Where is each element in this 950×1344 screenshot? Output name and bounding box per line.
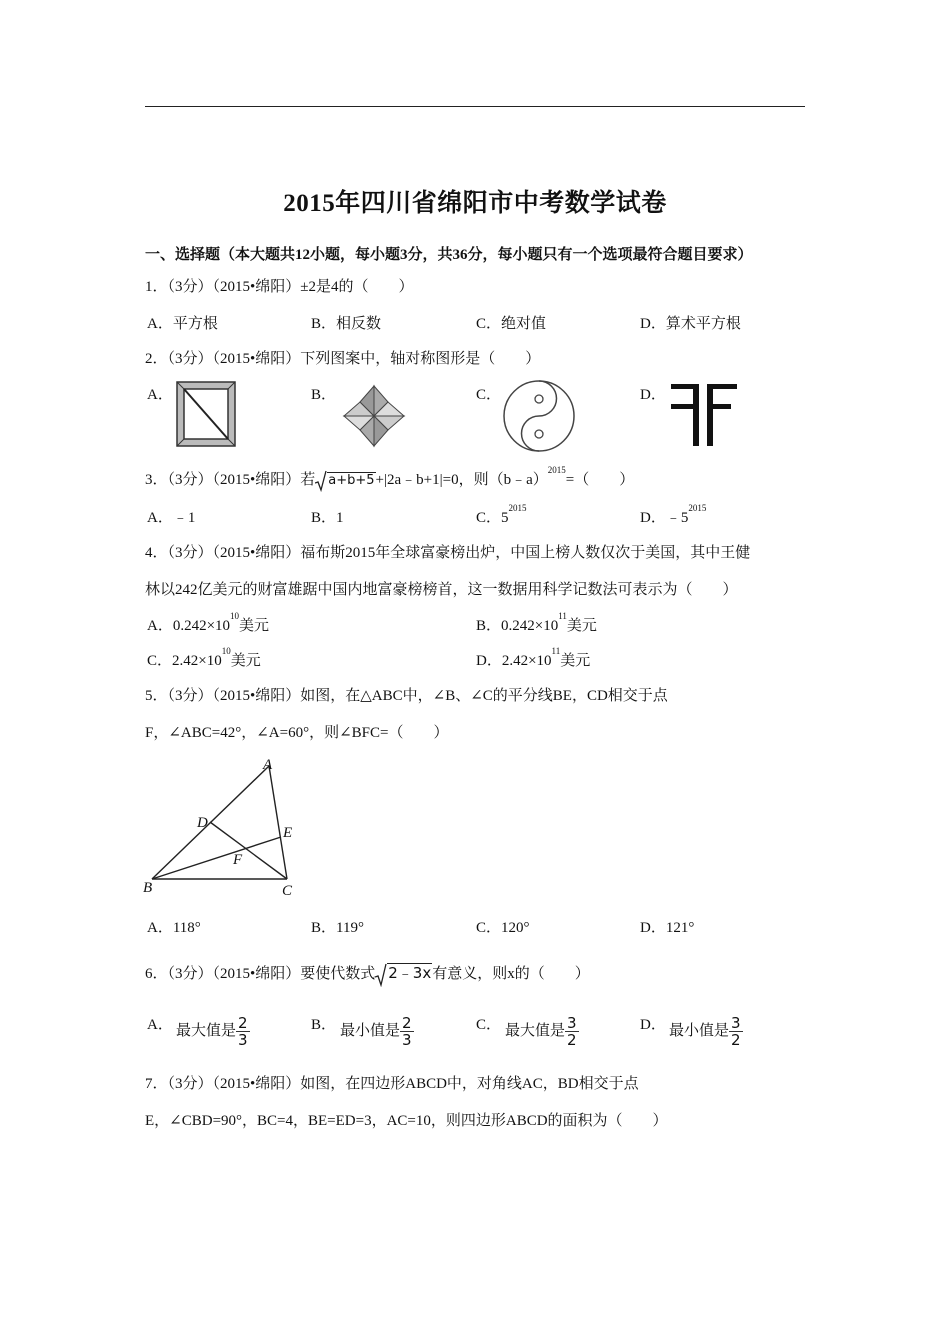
q4-d-exponent: 11 <box>551 646 561 656</box>
q6-b-text: 最小值是 <box>340 1022 401 1039</box>
q6-option-d-label: D． <box>640 1017 666 1033</box>
q6-option-b <box>340 1015 414 1048</box>
q4-a-exponent: 10 <box>230 611 240 621</box>
q3-stem-end: =（ ） <box>565 472 635 488</box>
q3-stem-prefix: 3．（3分）（2015•绵阳）若 <box>145 472 316 488</box>
q3-option-a: A．﹣1 <box>147 510 196 526</box>
q6-b-fraction <box>400 1015 414 1048</box>
point-label-e: E <box>283 825 293 841</box>
q3-exponent: 2015 <box>547 465 566 475</box>
q5-option-d: D．121° <box>640 920 695 936</box>
q4-option-b <box>476 611 597 635</box>
q4-a-unit: 美元 <box>239 618 270 634</box>
square-frame-figure <box>176 381 236 447</box>
q4-c-exponent: 10 <box>221 646 231 656</box>
q6-d-text: 最小值是 <box>669 1022 730 1039</box>
q6-d-numerator: 3 <box>731 1014 741 1032</box>
q2-option-d: D． <box>640 387 666 403</box>
section-heading: 一、选择题（本大题共12小题，每小题3分，共36分，每小题只有一个选项最符合题目要求） <box>145 247 753 263</box>
q3-c-base: C．5 <box>476 510 509 526</box>
q3-stem-middle: +|2a﹣b+1|=0，则（b﹣a） <box>375 472 548 488</box>
q6-option-c-label: C． <box>476 1017 502 1033</box>
q4-option-a <box>147 611 270 635</box>
q6-a-denominator: 3 <box>238 1031 248 1049</box>
q4-a-base: A．0.242×10 <box>147 618 231 634</box>
double-f-glyph-figure <box>667 382 741 448</box>
q6-c-numerator: 3 <box>567 1014 577 1032</box>
q6-a-text: 最大值是 <box>176 1022 237 1039</box>
q6-stem-prefix: 6．（3分）（2015•绵阳）要使代数式 <box>145 966 376 982</box>
question-7-line-2: E，∠CBD=90°，BC=4，BE=ED=3，AC=10，则四边形ABCD的面积为（ ） <box>145 1113 668 1129</box>
q3-option-d <box>640 503 707 527</box>
vertex-label-c: C <box>282 883 293 899</box>
square-root-expression <box>375 962 432 987</box>
question-3-stem <box>145 465 635 492</box>
q6-d-fraction <box>729 1015 743 1048</box>
question-5-line-1: 5．（3分）（2015•绵阳）如图，在△ABC中，∠B、∠C的平分线BE，CD相交于点 <box>145 688 668 704</box>
q3-option-c <box>476 503 527 527</box>
question-6-stem <box>145 962 590 987</box>
q6-option-b-label: B． <box>311 1017 337 1033</box>
q6-stem-suffix: 有意义，则x的（ ） <box>432 966 590 982</box>
q6-radicand: 2﹣3x <box>388 964 432 983</box>
q6-b-denominator: 3 <box>402 1031 412 1049</box>
q2-option-a: A． <box>147 387 173 403</box>
q4-d-base: D．2.42×10 <box>476 653 552 669</box>
q4-option-c <box>147 646 261 670</box>
bisector-cd <box>210 822 287 879</box>
q6-option-a-label: A． <box>147 1017 173 1033</box>
q5-option-a: A．118° <box>147 920 201 936</box>
q1-option-d: D．算术平方根 <box>640 316 741 332</box>
q4-option-d <box>476 646 591 670</box>
q1-option-a: A．平方根 <box>147 316 218 332</box>
q6-option-a <box>176 1015 250 1048</box>
question-7-line-1: 7．（3分）（2015•绵阳）如图，在四边形ABCD中，对角线AC，BD相交于点 <box>145 1076 639 1092</box>
q4-b-base: B．0.242×10 <box>476 618 559 634</box>
q6-c-fraction <box>565 1015 579 1048</box>
page-title: 2015年四川省绵阳市中考数学试卷 <box>283 190 667 217</box>
q2-option-b: B． <box>311 387 337 403</box>
pinwheel-figure <box>338 383 410 449</box>
q4-c-base: C．2.42×10 <box>147 653 222 669</box>
question-5-line-2: F，∠ABC=42°，∠A=60°，则∠BFC=（ ） <box>145 725 449 741</box>
q4-d-unit: 美元 <box>560 653 591 669</box>
vertex-label-a: A <box>263 757 273 773</box>
q3-d-base: D．﹣5 <box>640 510 689 526</box>
q4-b-exponent: 11 <box>558 611 567 621</box>
q6-option-c <box>505 1015 579 1048</box>
q2-option-c: C． <box>476 387 502 403</box>
header-rule <box>145 106 805 107</box>
q3-option-b: B．1 <box>311 510 344 526</box>
side-ac <box>269 766 287 879</box>
yin-yang-figure <box>502 379 576 453</box>
q3-c-exponent: 2015 <box>508 503 527 513</box>
point-label-d: D <box>197 815 208 831</box>
point-label-f: F <box>233 852 243 868</box>
triangle-abc-figure <box>140 752 310 900</box>
q4-b-unit: 美元 <box>566 618 597 634</box>
q3-radicand: a+b+5 <box>328 473 375 488</box>
question-2-stem: 2．（3分）（2015•绵阳）下列图案中，轴对称图形是（ ） <box>145 351 541 367</box>
q1-option-b: B．相反数 <box>311 316 382 332</box>
question-4-line-1: 4．（3分）（2015•绵阳）福布斯2015年全球富豪榜出炉，中国上榜人数仅次于美国，其中王健 <box>145 545 751 561</box>
question-4-line-2: 林以242亿美元的财富雄踞中国内地富豪榜榜首，这一数据用科学记数法可表示为（ ） <box>145 582 738 598</box>
q3-d-exponent: 2015 <box>688 503 707 513</box>
q6-option-d <box>669 1015 743 1048</box>
q1-option-c: C．绝对值 <box>476 316 547 332</box>
q6-a-fraction <box>236 1015 250 1048</box>
q5-option-c: C．120° <box>476 920 530 936</box>
q6-b-numerator: 2 <box>402 1014 412 1032</box>
q6-c-denominator: 2 <box>567 1031 577 1049</box>
q6-d-denominator: 2 <box>731 1031 741 1049</box>
q5-option-b: B．119° <box>311 920 364 936</box>
q6-c-text: 最大值是 <box>505 1022 566 1039</box>
square-root-expression <box>315 470 375 492</box>
vertex-label-b: B <box>143 880 153 896</box>
bisector-be <box>152 837 281 879</box>
question-1-stem: 1．（3分）（2015•绵阳）±2是4的（ ） <box>145 279 414 295</box>
q4-c-unit: 美元 <box>230 653 261 669</box>
q6-a-numerator: 2 <box>238 1014 248 1032</box>
